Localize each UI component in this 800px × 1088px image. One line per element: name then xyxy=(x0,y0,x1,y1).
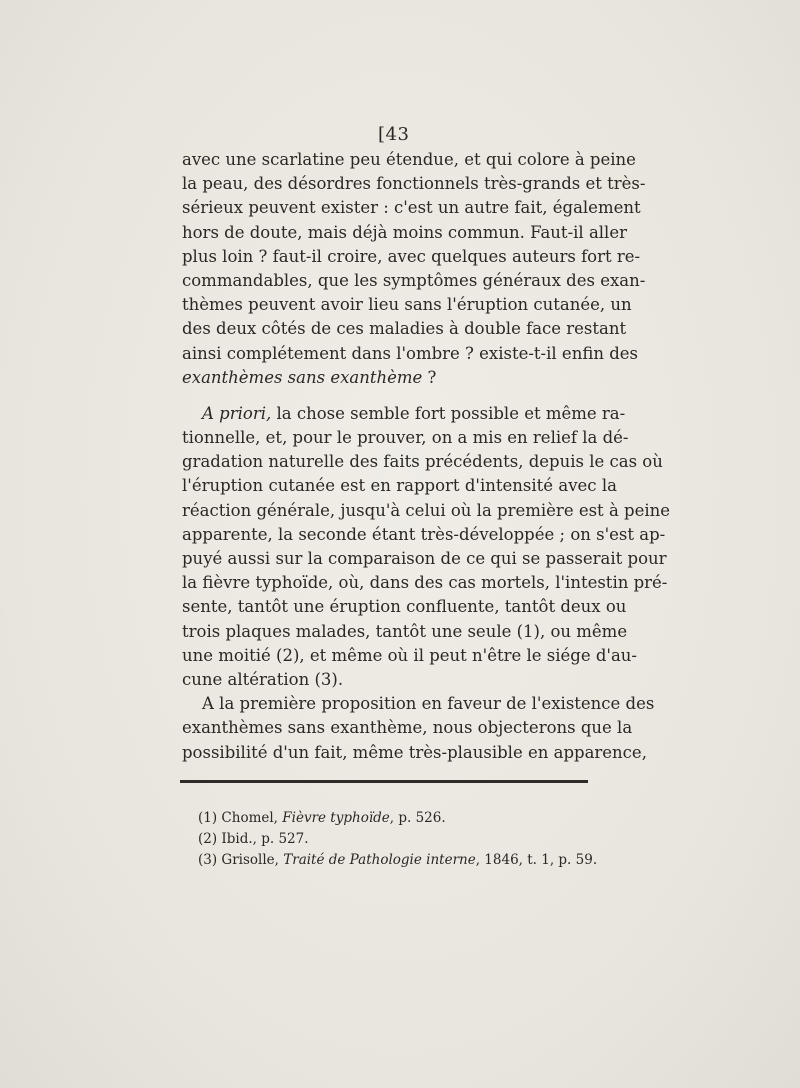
text-line: réaction générale, jusqu'à celui où la première est à peine xyxy=(182,500,671,520)
text-line: des deux côtés de ces maladies à double face restant xyxy=(182,319,627,339)
text-line: tionnelle, et, pour le prouver, on a mis en relief la dé- xyxy=(182,428,629,448)
footnote-rule xyxy=(180,780,588,783)
italic-phrase: exanthèmes sans exanthème xyxy=(182,367,423,387)
text-line: une moitié (2), et même où il peut n'être le siége d'au- xyxy=(182,645,637,665)
text-line: sérieux peuvent exister : c'est un autre fait, également xyxy=(182,198,641,218)
page-number: [43 xyxy=(378,124,410,145)
text-line: cune altération (3). xyxy=(182,669,344,689)
text-line: l'éruption cutanée est en rapport d'intensité avec la xyxy=(182,476,617,496)
text-line: gradation naturelle des faits précédents, depuis le cas où xyxy=(182,452,663,472)
text-line: puyé aussi sur la comparaison de ce qui se passerait pour xyxy=(182,549,667,568)
text-fragment: la chose semble fort possible et même ra- xyxy=(271,403,626,423)
footnotes xyxy=(198,808,597,871)
text-line: possibilité d'un fait, même très-plausible en apparence, xyxy=(182,742,647,762)
italic-phrase: A priori, xyxy=(202,403,272,423)
text-line: la fièvre typhoïde, où, dans des cas mortels, l'intestin pré- xyxy=(182,573,668,593)
text-line: ainsi complétement dans l'ombre ? existe-t-il enfin des xyxy=(182,343,638,363)
text-line: hors de doute, mais déjà moins commun. Faut-il aller xyxy=(182,222,627,242)
text-line: sente, tantôt une éruption confluente, tantôt deux ou xyxy=(182,597,627,617)
text-line: thèmes peuvent avoir lieu sans l'éruption cutanée, un xyxy=(182,295,632,315)
text-line: apparente, la seconde étant très-développée ; on s'est ap- xyxy=(182,524,666,544)
footnote: (1) Chomel, Fièvre typhoïde, p. 526. xyxy=(198,810,446,826)
text-line: commandables, que les symptômes généraux des exan- xyxy=(182,270,646,290)
text-line: plus loin ? faut-il croire, avec quelques auteurs fort re- xyxy=(182,246,641,266)
text-line: A la première proposition en faveur de l'existence des xyxy=(202,694,655,714)
text-line: exanthèmes sans exanthème, nous objecterons que la xyxy=(182,718,633,738)
text-line: avec une scarlatine peu étendue, et qui colore à peine xyxy=(182,150,636,169)
footnote: (2) Ibid., p. 527. xyxy=(198,831,309,847)
text-line: la peau, des désordres fonctionnels très-grands et très- xyxy=(182,174,646,194)
text-line xyxy=(182,366,617,390)
body-text xyxy=(182,148,671,765)
text-fragment: ? xyxy=(422,367,437,387)
footnote: (3) Grisolle, Traité de Pathologie interne, 1846, t. 1, p. 59. xyxy=(198,852,598,868)
text-line: trois plaques malades, tantôt une seule (1), ou même xyxy=(182,621,628,641)
text-line xyxy=(182,402,626,426)
